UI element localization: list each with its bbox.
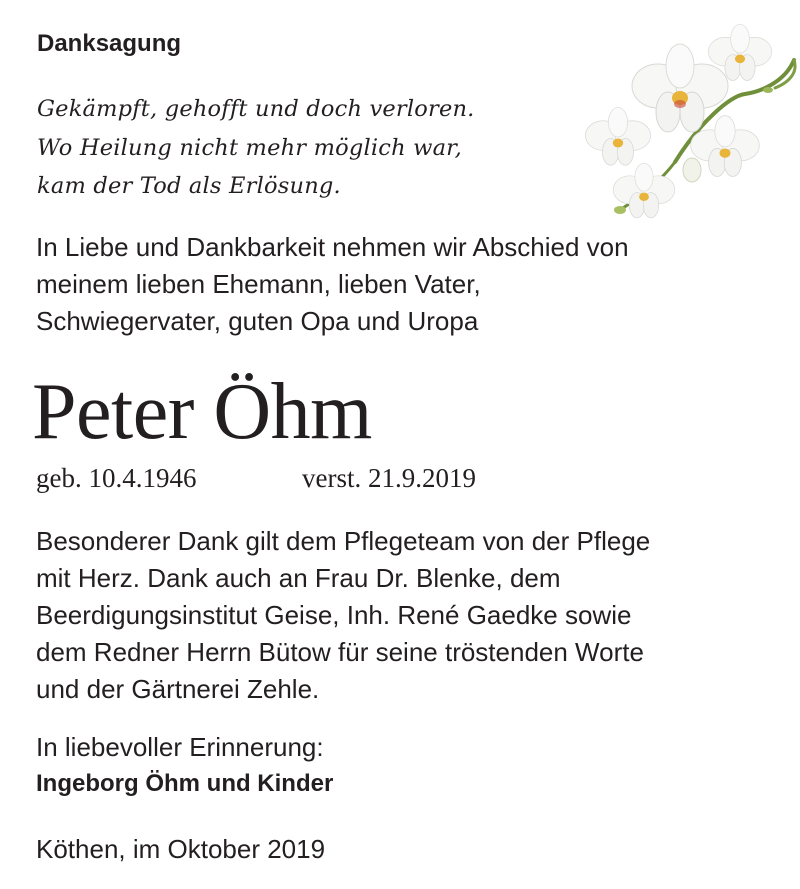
intro-line: Schwiegervater, guten Opa und Uropa <box>36 306 479 336</box>
intro-line: In Liebe und Dankbarkeit nehmen wir Abschied von <box>36 232 629 262</box>
thanks-line: Beerdigungsinstitut Geise, Inh. René Gaedke sowie <box>36 600 632 630</box>
life-dates <box>36 460 476 496</box>
thanks-line: und der Gärtnerei Zehle. <box>36 674 320 704</box>
verse-line: Wo Heilung nicht mehr möglich war, <box>37 134 463 161</box>
verse-line: kam der Tod als Erlösung. <box>37 173 341 199</box>
signature: Ingeborg Öhm und Kinder <box>36 770 334 797</box>
memory-line: In liebevoller Erinnerung: <box>36 732 324 762</box>
verse <box>37 90 475 206</box>
thanks-line: mit Herz. Dank auch an Frau Dr. Blenke, dem <box>36 563 561 593</box>
deceased-name: Peter Öhm <box>32 368 372 456</box>
thanks-line: Besonderer Dank gilt dem Pflegeteam von der Pflege <box>36 526 651 556</box>
verse-line: Gekämpft, gehofft und doch verloren. <box>37 96 475 122</box>
place-date: Köthen, im Oktober 2019 <box>36 834 326 864</box>
intro-line: meinem lieben Ehemann, lieben Vater, <box>36 269 481 299</box>
death-date: verst. 21.9.2019 <box>302 463 476 493</box>
birth-date: geb. 10.4.1946 <box>36 463 197 493</box>
intro-text <box>36 229 629 340</box>
thanks-line: dem Redner Herrn Bütow für seine tröstenden Worte <box>36 637 644 667</box>
thanks-text <box>36 523 650 708</box>
orchid-icon <box>580 22 800 222</box>
notice-heading: Danksagung <box>37 30 182 57</box>
